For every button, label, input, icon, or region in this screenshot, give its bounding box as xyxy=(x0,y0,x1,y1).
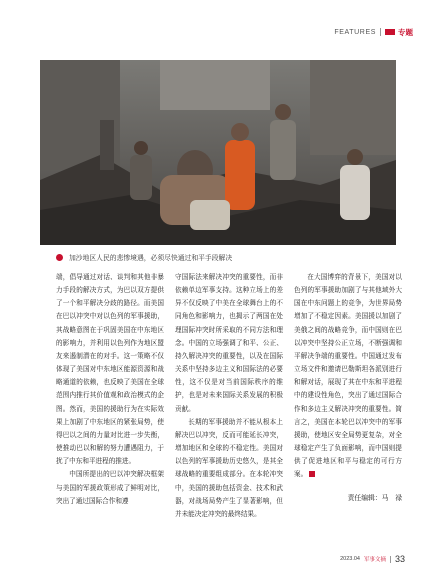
paragraph-text: 在大国博弈的背景下，美国对以色列的军事援助加剧了与其他域外大国在中东问题上的竞争，为世界局势增加了不稳定因素。美国援以加剧了美俄之间的战略竞争，而中国则在巴以冲突中坚持公正立场，不断强调和平解决争端的重要性。中国通过发布立场文件和邀请巴勒斯坦各派别进行和解对话，展现了其在中东和平进程中的建设性角色，突出了通过国际合作和多边主义解决冲突的重要性。简言之，美国在本轮巴以冲突中的军事援助，使地区安全局势更复杂，对全球稳定产生了负面影响，而中国则提供了促进地区和平与稳定的可行方案。 xyxy=(294,273,402,479)
footer-divider xyxy=(390,556,391,563)
column-1 xyxy=(56,271,164,541)
header-accent-bar xyxy=(385,29,395,35)
end-mark-icon xyxy=(309,471,315,477)
photo-caption xyxy=(56,251,396,263)
paragraph: 中国所提出的巴以冲突解决框架与美国的军援政策形成了鲜明对比，突出了通过国际合作和遵 xyxy=(56,470,164,505)
photo-illustration xyxy=(40,60,396,245)
page-number: 33 xyxy=(394,554,405,564)
article-photo xyxy=(40,60,396,245)
paragraph xyxy=(294,271,402,482)
paragraph: 长期的军事援助并不能从根本上解决巴以冲突，反而可能延长冲突，增加地区和全球的不稳定性。美国对以色列的军事援助历史悠久，是其全球战略的重要组成部分。在本轮冲突中，美国的援助包括资金、技术和武器，对战场局势产生了显著影响，但并未能决定冲突的最终结果。 xyxy=(175,417,283,518)
header-divider xyxy=(380,28,381,36)
column-2 xyxy=(175,271,283,541)
section-label-cn: 专题 xyxy=(398,27,413,37)
issue-date: 2023.04 xyxy=(340,556,360,562)
paragraph: 守国际法来解决冲突的重要性，而非依赖单边军事支持。这种立场上的差异不仅反映了中美在全球舞台上的不同角色和影响力，也揭示了两国在处理国际冲突时所采取的不同方法和理念。中国的立场强调了和平、公正、持久解决冲突的重要性，以及在国际关系中坚持多边主义和国际法的必要性，这不仅是对当前国际秩序的维护，也是对未来国际关系发展的积极贡献。 xyxy=(175,273,283,413)
caption-bullet-icon xyxy=(56,254,63,261)
paragraph: 端，倡导通过对话、谈判和其他非暴力手段的解决方式，为巴以双方提供了一个和平解决分歧的路径。而美国在巴以冲突中对以色列的军事援助，其战略意图在于巩固美国在中东地区的影响力，并利用以色列作为地区盟友来遏制潜在的对手。这一策略不仅体现了美国对中东地区能源资源和战略通道的依赖，也反映了美国在全球范围内推行其价值观和政治模式的企图。然而，美国的援助行为在实际效果上加剧了中东地区的紧张局势，使得巴以之间的力量对比进一步失衡，使推动巴以和解的努力遭遇阻力，于扰了中东和平进程的推进。 xyxy=(56,273,164,466)
page-footer xyxy=(340,553,405,565)
article-body xyxy=(56,271,402,541)
caption-text: 加沙地区人民的悲惨境遇，必须尽快通过和平手段解决 xyxy=(69,254,233,262)
section-header xyxy=(334,26,413,38)
column-3 xyxy=(294,271,402,541)
section-label-en: FEATURES xyxy=(334,28,376,36)
magazine-name: 军事文摘 xyxy=(363,557,386,563)
editor-credit: 责任编辑：马 禄 xyxy=(347,493,402,502)
